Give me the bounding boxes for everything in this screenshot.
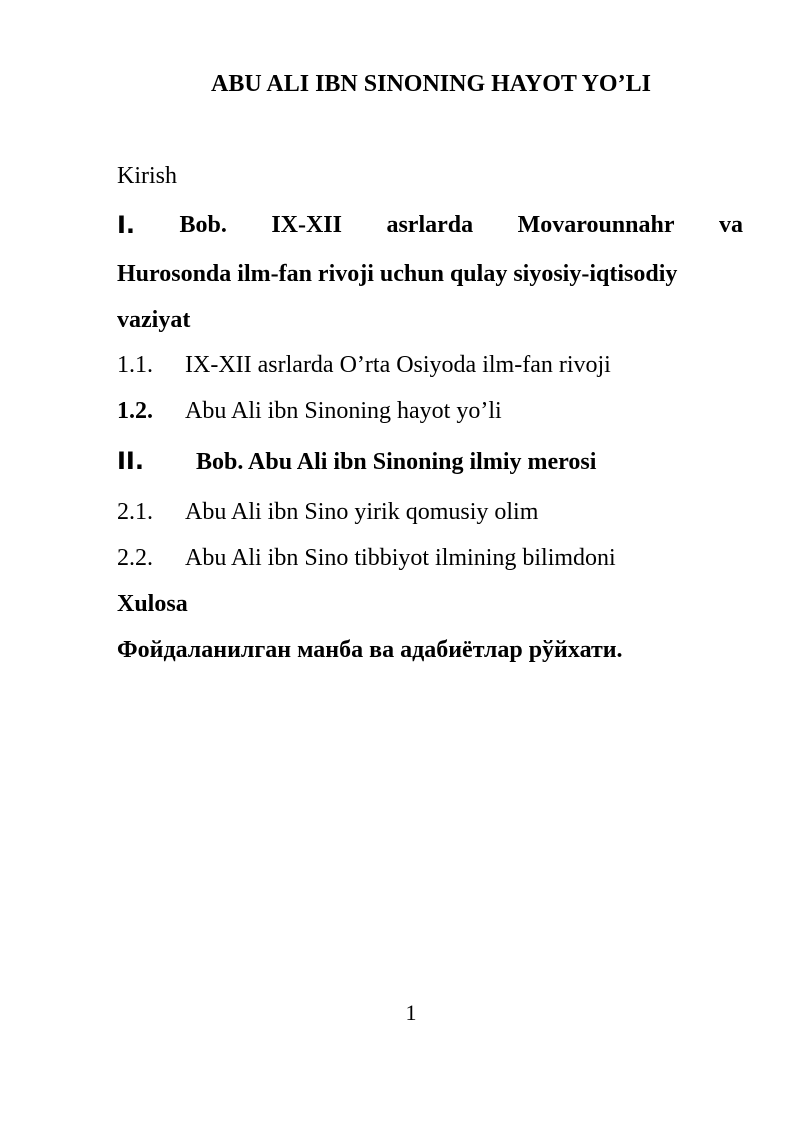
- section-title: Abu Ali ibn Sino yirik qomusiy olim: [185, 499, 539, 525]
- chapter-2-numeral: II.: [117, 447, 144, 475]
- chapter-1-word: va: [718, 212, 743, 238]
- chapter-1-word: Movarounnahr: [517, 212, 675, 238]
- toc-references: Фойдаланилган манба ва адабиётлар рўйхати.: [117, 637, 623, 663]
- toc-section-2-1: [117, 496, 538, 528]
- chapter-1-word: asrlarda: [386, 212, 474, 238]
- section-number: 1.2.: [117, 398, 153, 424]
- section-number: 2.1.: [117, 499, 153, 525]
- toc-conclusion: Xulosa: [117, 591, 188, 617]
- section-title: Abu Ali ibn Sino tibbiyot ilmining bilimdoni: [185, 545, 616, 571]
- section-title: Abu Ali ibn Sinoning hayot yo’li: [185, 398, 502, 424]
- document-title: ABU ALI IBN SINONING HAYOT YO’LI: [211, 71, 651, 97]
- chapter-1-numeral: I.: [117, 211, 136, 239]
- section-number: 2.2.: [117, 545, 153, 571]
- page-number: 1: [405, 1000, 417, 1025]
- toc-section-2-2: [117, 542, 616, 574]
- toc-chapter-1-line-1: [117, 209, 743, 241]
- chapter-2-title: Bob. Abu Ali ibn Sinoning ilmiy merosi: [196, 449, 597, 475]
- chapter-1-word: IX-XII: [271, 212, 342, 238]
- section-title: IX-XII asrlarda O’rta Osiyoda ilm-fan rivoji: [185, 352, 611, 378]
- toc-chapter-1-line-2: Hurosonda ilm-fan rivoji uchun qulay siyosiy-iqtisodiy: [117, 261, 678, 287]
- section-number: 1.1.: [117, 352, 153, 378]
- toc-chapter-1-line-3: vaziyat: [117, 307, 191, 333]
- toc-section-1-2: [117, 395, 502, 427]
- toc-chapter-2: [117, 445, 596, 478]
- toc-section-1-1: [117, 349, 611, 381]
- toc-introduction: Kirish: [117, 163, 177, 189]
- chapter-1-word: Bob.: [179, 212, 227, 238]
